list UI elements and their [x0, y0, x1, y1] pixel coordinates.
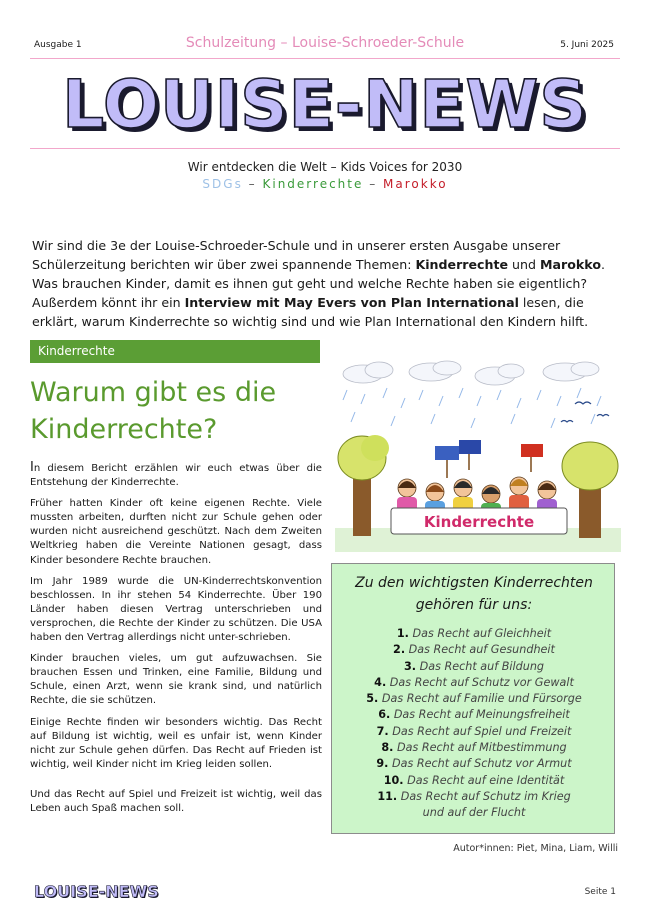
rights-title-line: Zu den wichtigsten Kinderrechten [355, 575, 593, 591]
topic-separator: – [248, 177, 257, 191]
topic-separator: – [369, 177, 378, 191]
rights-title-line: gehören für uns: [415, 597, 533, 613]
intro-text: und [508, 257, 541, 272]
topic-line [0, 177, 650, 191]
list-item [332, 707, 616, 723]
topic-kinderrechte: Kinderrechte [262, 177, 364, 191]
article-body [30, 461, 322, 823]
list-item [332, 659, 616, 675]
item-text: Das Recht auf Meinungsfreiheit [393, 708, 570, 722]
list-item [332, 773, 616, 789]
paragraph-text: n diesem Bericht erzählen wir euch etwas über die Entstehung der Kinderrechte. [30, 463, 322, 489]
list-item [332, 724, 616, 740]
intro-highlight: Marokko [540, 257, 601, 272]
paper-name: Schulzeitung – Louise-Schroeder-Schule [185, 35, 465, 51]
intro-paragraph [32, 236, 622, 331]
article-paragraph: Einige Rechte finden wir besonders wichtig. Das Recht auf Bildung ist wichtig, weil es unfair ist, wenn Kinder nicht zur Schule gehen dürfen. Das Recht auf Frieden ist wichtig, weil Kinder nicht im Krieg leiden sollen. [30, 716, 322, 770]
article-paragraph: Kinder brauchen vieles, um gut aufzuwachsen. Sie brauchen Essen und Trinken, eine Familie, Bildung und Schule, einen Arzt, wenn sie krank sind, und natürlich Rechte, die sie schützen. [30, 653, 322, 707]
item-number: 9. [376, 757, 389, 771]
intro-text: . Was brauchen Kinder, damit es ihnen gut geht und welche Rechte haben sie eigentlich? Außerdem könnt ihr ein [32, 257, 605, 310]
rights-box [331, 563, 615, 834]
item-number: 2. [393, 643, 406, 657]
item-text: Das Recht auf eine Identität [407, 773, 565, 787]
list-item [332, 675, 616, 691]
section-bar [30, 340, 320, 363]
tree-icon [338, 435, 389, 536]
drop-letter: I [30, 460, 34, 475]
authors-credit: Autor*innen: Piet, Mina, Liam, Willi [453, 843, 618, 854]
article-paragraph [30, 461, 322, 490]
masthead-title: LOUISE-NEWS [62, 66, 588, 143]
header-divider [30, 58, 620, 59]
bird-icon [561, 402, 609, 422]
article-headline: Warum gibt es die Kinderrechte? [30, 377, 277, 445]
item-number: 6. [378, 708, 391, 722]
item-text: Das Recht auf Mitbestimmung [396, 741, 567, 755]
item-number: 3. [403, 659, 417, 673]
banner-text: Kinderrechte [423, 513, 535, 531]
intro-highlight: Interview mit May Evers von Plan International [184, 295, 519, 310]
item-text: und auf der Flucht [422, 806, 526, 820]
article-paragraph: Und das Recht auf Spiel und Freizeit ist wichtig, weil das Leben auch Spaß machen soll. [30, 788, 322, 814]
item-text: Das Recht auf Gleichheit [412, 627, 552, 640]
item-number: 5. [366, 692, 379, 706]
item-number: 7. [376, 724, 389, 738]
masthead-divider [30, 148, 620, 149]
intro-highlight: Kinderrechte [415, 257, 509, 272]
list-item [332, 642, 616, 658]
article-paragraph: Im Jahr 1989 wurde die UN-Kinderrechtskonvention beschlossen. In ihr stehen 54 Kinderrechte. Über 190 Länder haben diesen Vertrag unterschrieben und versprochen, die Rechte der Kinder zu schützen. Die USA haben den Vertrag allerdings nicht unter-schrieben. [30, 575, 322, 644]
masthead-subtitle: Wir entdecken die Welt – Kids Voices for 2030 [187, 160, 463, 174]
item-number: 4. [374, 675, 387, 689]
rain-strokes [343, 388, 601, 428]
list-item [332, 789, 616, 805]
item-number: 1. [396, 627, 409, 640]
list-item [332, 691, 616, 707]
issue-date: 5. Juni 2025 [560, 40, 614, 50]
item-text: Das Recht auf Schutz vor Armut [391, 757, 572, 771]
rights-box-title [332, 572, 616, 616]
item-text: Das Recht auf Schutz vor Gewalt [389, 675, 574, 689]
article-paragraph: Früher hatten Kinder oft keine eigenen Rechte. Viele mussten arbeiten, durften nicht zur Schule gehen oder wurden nicht ausreichend geschützt. Nach dem Zweiten Weltkrieg haben die Vereinte Nationen gesagt, dass Kinder besondere Rechte brauchen. [30, 498, 322, 566]
tree-icon [562, 442, 618, 538]
item-text: Das Recht auf Familie und Fürsorge [381, 692, 582, 706]
list-item [332, 740, 616, 756]
list-item [332, 756, 616, 772]
topic-marokko: Marokko [383, 177, 448, 191]
item-text: Das Recht auf Gesundheit [408, 643, 555, 657]
topic-sdgs: SDGs [202, 177, 243, 191]
item-number: 11. [377, 789, 398, 803]
footer-logo: LOUISE-NEWS [34, 882, 159, 901]
item-text: Das Recht auf Bildung [419, 659, 545, 673]
cloud-icon [343, 361, 599, 385]
issue-number: Ausgabe 1 [34, 40, 82, 50]
list-item [332, 626, 616, 642]
item-text: Das Recht auf Schutz im Krieg [400, 789, 571, 803]
intro-text: lesen, die erklärt, warum Kinderrechte so wichtig sind und wie Plan International den Kindern hilft. [32, 295, 589, 329]
item-number: 8. [381, 741, 394, 755]
page-number: Seite 1 [584, 887, 616, 897]
item-number: 10. [383, 773, 404, 787]
kinderrechte-drawing [335, 360, 621, 552]
item-text: Das Recht auf Spiel und Freizeit [392, 724, 572, 738]
section-label: Kinderrechte [38, 344, 115, 358]
list-item [332, 805, 616, 821]
rights-list [332, 626, 616, 822]
protest-sign-icon [435, 440, 543, 478]
intro-text: Wir sind die 3e der Louise-Schroeder-Schule und in unserer ersten Ausgabe unserer Schülerzeitung berichten wir über zwei spannende Themen: [32, 238, 561, 272]
